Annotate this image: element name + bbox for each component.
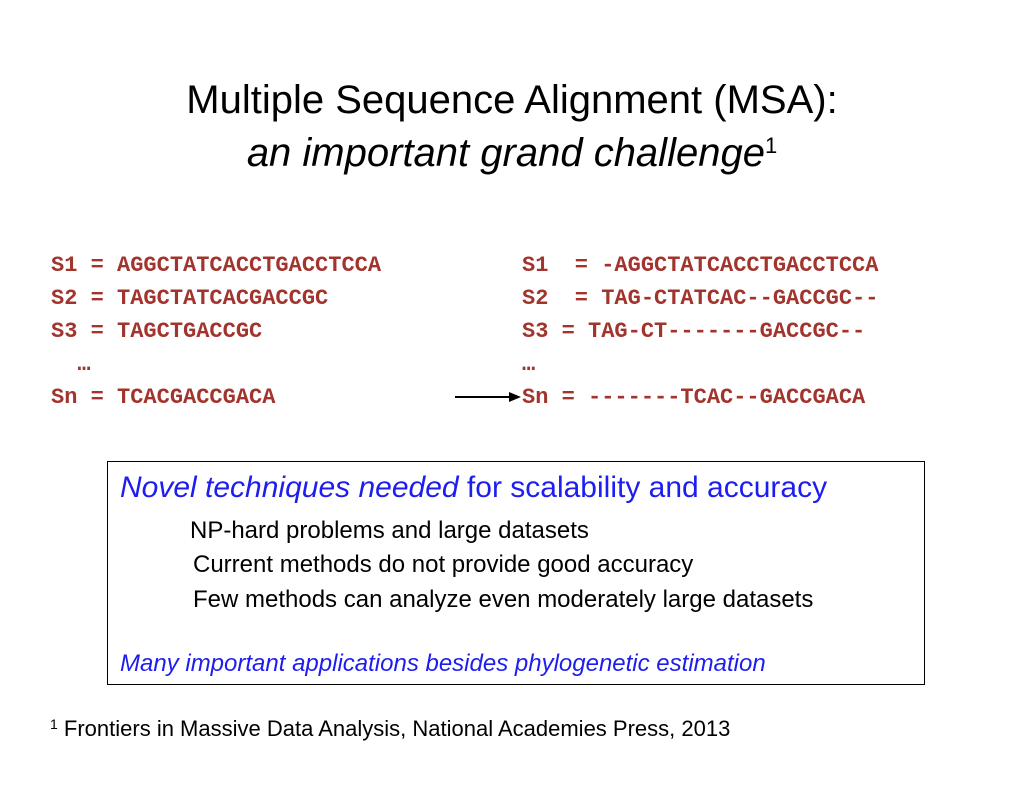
aligned-seq-2: S2 = TAG-CTATCAC--GACCGC-- (522, 286, 879, 311)
unaligned-seq-3: S3 = TAGCTGACCGC (51, 319, 263, 344)
slide-title-line-2 (0, 133, 1024, 173)
title-footnote-marker: 1 (764, 133, 778, 158)
arrow-right-icon (455, 390, 521, 404)
unaligned-seq-2: S2 = TAGCTATCACGACCGC (51, 286, 329, 311)
footnote-text: Frontiers in Massive Data Analysis, National Academies Press, 2013 (57, 716, 731, 741)
unaligned-seq-n: Sn = TCACGACCGACA (51, 385, 276, 410)
box-footer: Many important applications besides phylogenetic estimation (120, 650, 766, 677)
aligned-seq-3: S3 = TAG-CT-------GACCGC-- (522, 319, 866, 344)
aligned-seq-n: Sn = -------TCAC--GACCGACA (522, 385, 866, 410)
aligned-seq-1: S1 = -AGGCTATCACCTGACCTCCA (522, 253, 879, 278)
box-point-1: NP-hard problems and large datasets (190, 517, 589, 544)
box-point-2: Current methods do not provide good accuracy (193, 551, 694, 578)
challenges-box (107, 461, 925, 685)
aligned-ellipsis: … (522, 352, 536, 377)
unaligned-ellipsis: … (51, 352, 91, 377)
footnote (50, 718, 730, 740)
unaligned-seq-1: S1 = AGGCTATCACCTGACCTCCA (51, 253, 382, 278)
box-heading-emphasis: Novel techniques needed (120, 471, 459, 504)
slide-title-line-1: Multiple Sequence Alignment (MSA): (186, 78, 838, 122)
box-point-3: Few methods can analyze even moderately large datasets (193, 586, 814, 613)
box-heading-rest: for scalability and accuracy (458, 471, 828, 504)
box-heading (120, 473, 827, 503)
footnote-marker: 1 (50, 716, 58, 732)
slide-subtitle-text: an important grand challenge (246, 131, 765, 175)
